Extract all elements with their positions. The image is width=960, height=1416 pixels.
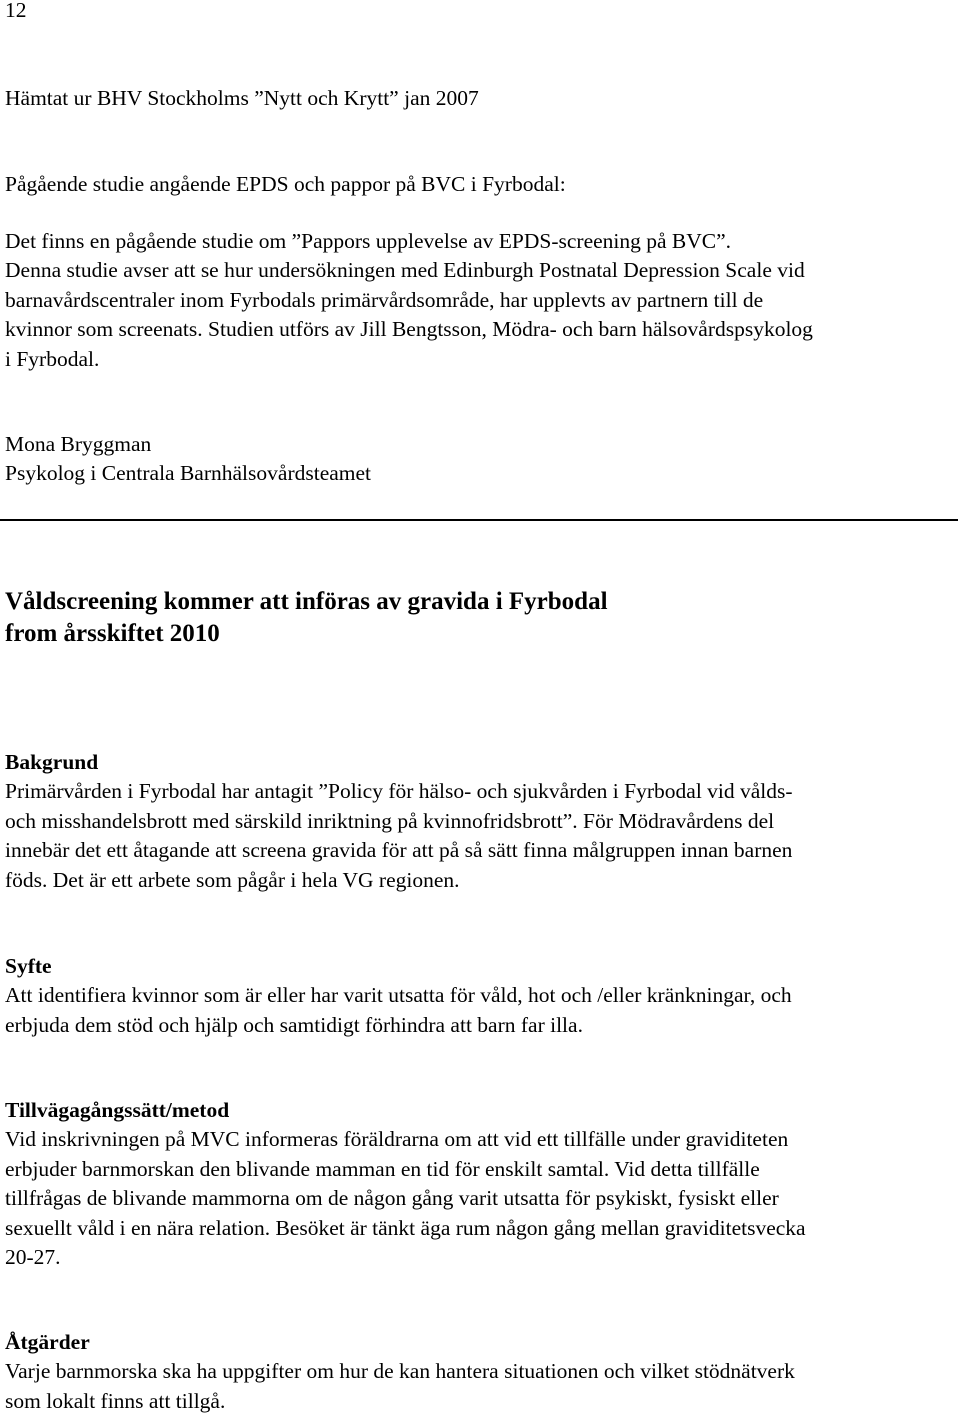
- headline-line: Våldscreening kommer att införas av gravida i Fyrbodal: [5, 588, 608, 615]
- page-number: 12: [5, 0, 27, 22]
- study-lead-line: Pågående studie angående EPDS och pappor på BVC i Fyrbodal:: [5, 172, 566, 196]
- paragraph-line: i Fyrbodal.: [5, 346, 100, 371]
- section-line: tillfrågas de blivande mammorna om de någon gång varit utsatta för psykiskt, fysiskt eller: [5, 1186, 779, 1211]
- section-line: och misshandelsbrott med särskild inriktning på kvinnofridsbrott”. För Mödravårdens del: [5, 808, 775, 833]
- paragraph-line: Denna studie avser att se hur undersökningen med Edinburgh Postnatal Depression Scale vid: [5, 258, 805, 283]
- author-name: Mona Bryggman: [5, 432, 152, 456]
- author-role: Psykolog i Centrala Barnhälsovårdsteamet: [5, 461, 372, 485]
- section-line: sexuellt våld i en nära relation. Besöket är tänkt äga rum någon gång mellan graviditetsvecka: [5, 1215, 806, 1240]
- section-heading: Åtgärder: [5, 1330, 90, 1354]
- section-heading: Syfte: [5, 954, 52, 978]
- section-line: erbjuder barnmorskan den blivande mamman en tid för enskilt samtal. Vid detta tillfälle: [5, 1156, 760, 1181]
- section-line: Varje barnmorska ska ha uppgifter om hur de kan hantera situationen och vilket stödnätverk: [5, 1359, 795, 1384]
- section-bakgrund: [5, 748, 793, 895]
- section-line: erbjuda dem stöd och hjälp och samtidigt förhindra att barn far illa.: [5, 1012, 583, 1037]
- section-line: som lokalt finns att tillgå.: [5, 1388, 226, 1413]
- section-line: Vid inskrivningen på MVC informeras föräldrarna om att vid ett tillfälle under graviditeten: [5, 1127, 789, 1152]
- article-headline: [5, 586, 608, 650]
- section-syfte: [5, 952, 792, 1040]
- section-line: 20-27.: [5, 1245, 61, 1270]
- paragraph-line: barnavårdscentraler inom Fyrbodals primärvårdsområde, har upplevts av partnern till de: [5, 287, 764, 312]
- section-metod: [5, 1096, 806, 1272]
- paragraph-line: kvinnor som screenats. Studien utförs av Jill Bengtsson, Mödra- och barn hälsovårdspsykolog: [5, 317, 813, 342]
- section-line: föds. Det är ett arbete som pågår i hela VG regionen.: [5, 867, 460, 892]
- section-heading: Tillvägagångssätt/metod: [5, 1098, 230, 1122]
- section-line: innebär det ett åtagande att screena gravida för att på så sätt finna målgruppen innan barnen: [5, 838, 793, 863]
- headline-line: from årsskiftet 2010: [5, 620, 220, 647]
- section-line: Primärvården i Fyrbodal har antagit ”Policy för hälso- och sjukvården i Fyrbodal vid vålds-: [5, 779, 793, 804]
- source-citation: Hämtat ur BHV Stockholms ”Nytt och Krytt” jan 2007: [5, 86, 479, 110]
- section-divider: [0, 519, 958, 521]
- section-heading: Bakgrund: [5, 750, 99, 774]
- study-paragraph: [5, 227, 813, 374]
- paragraph-line: Det finns en pågående studie om ”Pappors upplevelse av EPDS-screening på BVC”.: [5, 229, 732, 253]
- section-line: Att identifiera kvinnor som är eller har varit utsatta för våld, hot och /eller kränkningar, och: [5, 983, 792, 1008]
- section-atgarder: [5, 1328, 795, 1416]
